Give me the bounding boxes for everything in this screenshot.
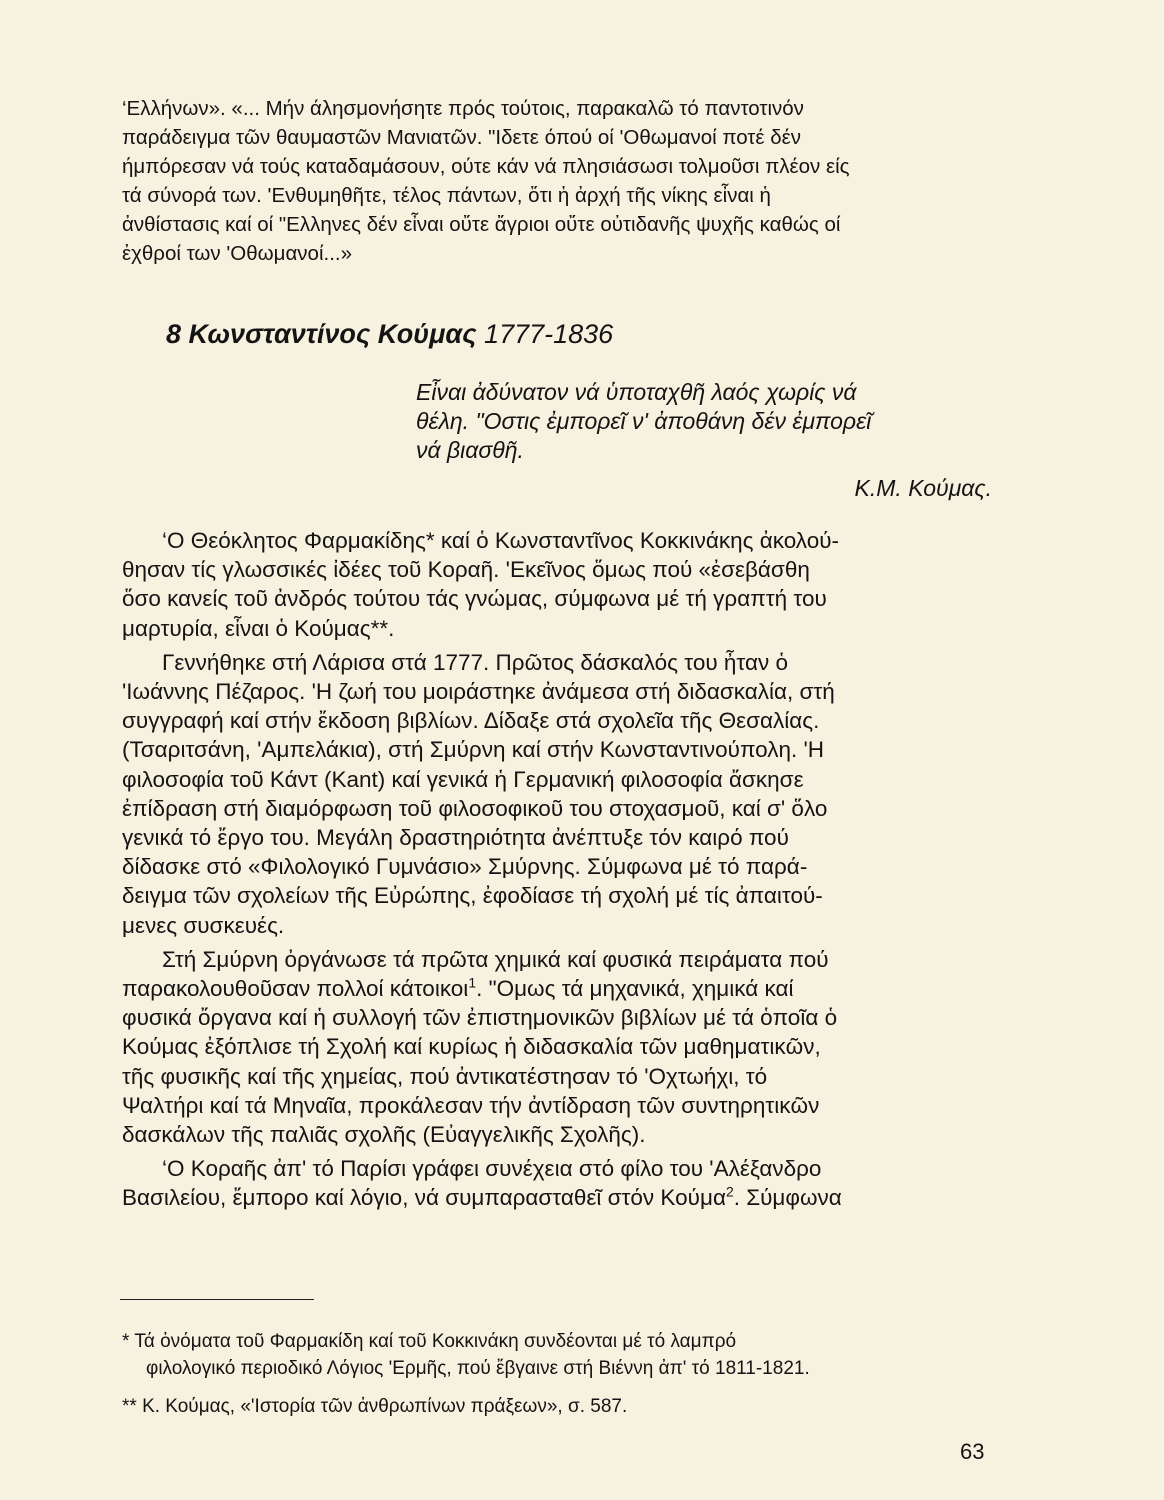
text-line: Γεννήθηκε στή Λάρισα στά 1777. Πρῶτος δάσκαλός του ἦταν ὁ — [162, 649, 789, 675]
text-line: δειγμα τῶν σχολείων τῆς Εὐρώπης, ἐφοδίασε τή σχολή μέ τίς ἀπαιτού- — [122, 883, 823, 909]
section-name: Κωνσταντίνος Κούμας — [188, 319, 477, 349]
page-number: 63 — [960, 1439, 985, 1464]
body-text — [122, 526, 998, 1213]
text-line: γενικά τό ἔργο του. Μεγάλη δραστηριότητα ἀνέπτυξε τόν καιρό πού — [122, 825, 789, 851]
line-text: . "Ομως τά μηχανικά, χημικά καί — [476, 976, 794, 1002]
text-line — [122, 974, 998, 1003]
paragraph — [122, 1154, 998, 1212]
epigraph — [416, 378, 998, 503]
text-line: ἐπίδραση στή διαμόρφωση τοῦ φιλοσοφικοῦ του στοχασμοῦ, καί σ' ὅλο — [122, 795, 828, 821]
text-line: ‘Ο Θεόκλητος Φαρμακίδης* καί ὁ Κωνσταντῖνος Κοκκινάκης ἀκολού- — [162, 528, 840, 553]
footnote-ref: 1 — [468, 974, 477, 991]
paragraph — [122, 648, 998, 940]
text-line: 'Ιωάννης Πέζαρος. 'Η ζωή του μοιράστηκε ἀνάμεσα στή διδασκαλία, στή — [122, 679, 835, 705]
text-line: (Τσαριτσάνη, 'Αμπελάκια), στή Σμύρνη καί στήν Κωνσταντινούπολη. 'Η — [122, 737, 825, 763]
text-line: ἐχθροί των 'Οθωμανοί...» — [122, 242, 352, 265]
footnote-ref: 2 — [725, 1183, 734, 1200]
epigraph-line: νά βιασθῆ. — [416, 437, 524, 463]
text-line: Κούμας ἐξόπλισε τή Σχολή καί κυρίως ἡ διδασκαλία τῶν μαθηματικῶν, — [122, 1034, 821, 1060]
text-line: ‘Ελλήνων». «... Μήν άλησμονήσητε πρός τούτοις, παρακαλῶ τό παντοτινόν — [122, 97, 804, 120]
epigraph-line: θέλη. "Οστις ἐμπορεῖ ν' ἀποθάνη δέν ἐμπορεῖ — [416, 408, 872, 434]
text-line: ήμπόρεσαν νά τούς καταδαμάσουν, ούτε κάν νά πλησιάσωσι τολμοῦσι πλέον είς — [122, 155, 850, 178]
footnote-divider — [120, 1299, 314, 1300]
text-line: φυσικά ὄργανα καί ἡ συλλογή τῶν ἐπιστημονικῶν βιβλίων μέ τά ὁποῖα ὁ — [122, 1005, 838, 1031]
text-line: παράδειγμα τῶν θαυμαστῶν Μανιατῶν. "Ιδετε όπού οί 'Οθωμανοί ποτέ δέν — [122, 126, 802, 149]
footnote-line: φιλολογικό περιοδικό Λόγιος 'Ερμῆς, πού ἔβγαινε στή Βιέννη ἀπ' τό 1811-1821. — [146, 1357, 810, 1379]
quoted-passage — [122, 94, 998, 268]
text-line: Στή Σμύρνη ὀργάνωσε τά πρῶτα χημικά καί φυσικά πειράματα πού — [162, 946, 829, 972]
text-line: τῆς φυσικῆς καί τῆς χημείας, πού ἀντικατέστησαν τό 'Οχτωήχι, τό — [122, 1063, 768, 1089]
line-text: . Σύμφωνα — [733, 1185, 842, 1211]
paragraph — [122, 945, 998, 1149]
epigraph-line: Εἶναι ἀδύνατον νά ὑποταχθῆ λαός χωρίς νά — [416, 379, 857, 405]
text-line: ὅσο κανείς τοῦ ἀνδρός τούτου τάς γνώμας, σύμφωνα μέ τή γραπτή του — [122, 586, 827, 612]
footnote-line: * Τά ὀνόματα τοῦ Φαρμακίδη καί τοῦ Κοκκινάκη συνδέονται μέ τό λαμπρό — [122, 1331, 737, 1352]
text-line: μαρτυρία, εἶναι ὁ Κούμας**. — [122, 615, 395, 641]
section-years: 1777-1836 — [484, 319, 614, 349]
epigraph-author: Κ.Μ. Κούμας. — [854, 475, 992, 501]
text-line: φιλοσοφία τοῦ Κάντ (Kant) καί γενικά ἡ Γερμανική φιλοσοφία ἄσκησε — [122, 766, 804, 792]
text-line: δασκάλων τῆς παλιᾶς σχολῆς (Εὐαγγελικῆς Σχολῆς). — [122, 1122, 646, 1148]
text-line — [122, 1183, 998, 1212]
text-line: ἀνθίστασις καί οί "Ελληνες δέν εἶναι οὔτε ἄγριοι οὔτε οὐτιδανῆς ψυχῆς καθώς οί — [122, 213, 841, 236]
footnotes — [122, 1329, 998, 1421]
text-line: Ψαλτήρι καί τά Μηναῖα, προκάλεσαν τήν ἀντίδραση τῶν συντηρητικῶν — [122, 1092, 820, 1118]
text-line: ‘Ο Κοραῆς ἀπ' τό Παρίσι γράφει συνέχεια στό φίλο του 'Αλέξανδρο — [162, 1156, 822, 1182]
section-number: 8 — [166, 319, 182, 349]
text-line: μενες συσκευές. — [122, 912, 285, 938]
line-text: Βασιλείου, ἔμπορο καί λόγιο, νά συμπαρασταθεῖ στόν Κούμα — [122, 1185, 726, 1211]
section-heading — [166, 316, 613, 352]
text-line: δίδασκε στό «Φιλολογικό Γυμνάσιο» Σμύρνης. Σύμφωνα μέ τό παρά- — [122, 854, 808, 880]
footnote-line: ** Κ. Κούμας, «'Ιστορία τῶν ἀνθρωπίνων πράξεων», σ. 587. — [122, 1396, 628, 1417]
line-text: παρακολουθοῦσαν πολλοί κάτοικοι — [122, 976, 469, 1002]
paragraph — [122, 526, 998, 643]
text-line: συγγραφή καί στήν ἔκδοση βιβλίων. Δίδαξε στά σχολεῖα τῆς Θεσαλίας. — [122, 708, 820, 734]
text-line: θησαν τίς γλωσσικές ἰδέες τοῦ Κοραῆ. 'Εκεῖνος ὅμως πού «ἐσεβάσθη — [122, 557, 810, 583]
text-line: τά σύνορά των. 'Ενθυμηθῆτε, τέλος πάντων, ὅτι ἡ ἀρχή τῆς νίκης εἶναι ἡ — [122, 184, 771, 207]
